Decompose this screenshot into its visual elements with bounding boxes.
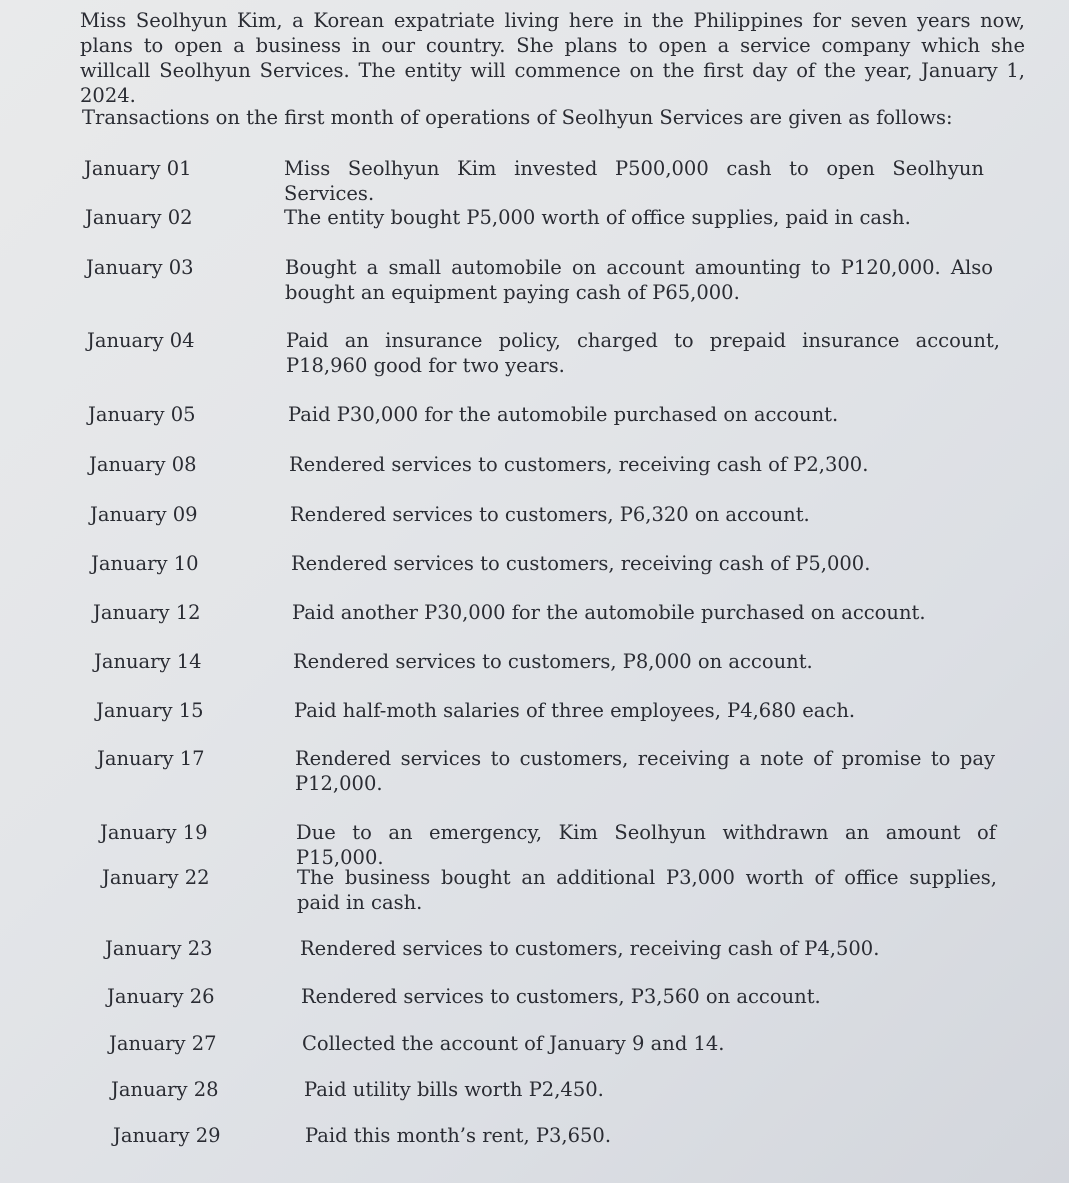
transaction-description: Bought a small automobile on account amounting to P120,000. Also bought an equipment paying cash of P65,000. <box>285 256 993 304</box>
transaction-description: Paid P30,000 for the automobile purchased on account. <box>288 403 839 426</box>
transaction-date: January 03 <box>86 256 194 279</box>
transaction-date: January 01 <box>84 157 192 180</box>
transaction-date: January 10 <box>91 552 199 575</box>
transaction-description: Rendered services to customers, P8,000 on account. <box>293 650 813 673</box>
transaction-description: Rendered services to customers, receiving cash of P4,500. <box>300 937 880 960</box>
transaction-description: Paid an insurance policy, charged to prepaid insurance account, P18,960 good for two years. <box>286 329 1000 377</box>
transaction-description: Due to an emergency, Kim Seolhyun withdrawn an amount of P15,000. <box>296 821 996 869</box>
transaction-date: January 09 <box>90 503 198 526</box>
transaction-description: Rendered services to customers, receiving cash of P2,300. <box>289 453 869 476</box>
intro-paragraph: Miss Seolhyun Kim, a Korean expatriate living here in the Philippines for seven years now, plans to open a business in our country. She plans to open a service company which she willcall Seolhyun Services. The entity will commence on the first day of the year, January 1, 2024. <box>80 9 1025 107</box>
transaction-date: January 22 <box>102 866 210 889</box>
transaction-description: Collected the account of January 9 and 14. <box>302 1032 725 1055</box>
transaction-date: January 15 <box>96 699 204 722</box>
transactions-lead: Transactions on the first month of operations of Seolhyun Services are given as follows: <box>82 106 953 129</box>
transaction-description: Rendered services to customers, P3,560 on account. <box>301 985 821 1008</box>
transaction-date: January 12 <box>93 601 201 624</box>
transaction-date: January 17 <box>97 747 205 770</box>
transaction-description: The entity bought P5,000 worth of office supplies, paid in cash. <box>284 206 911 229</box>
transaction-date: January 28 <box>111 1078 219 1101</box>
transaction-description: Paid another P30,000 for the automobile purchased on account. <box>292 601 926 624</box>
transaction-date: January 05 <box>88 403 196 426</box>
transaction-date: January 19 <box>100 821 208 844</box>
transaction-description: Rendered services to customers, P6,320 on account. <box>290 503 810 526</box>
transaction-description: Paid half-moth salaries of three employees, P4,680 each. <box>294 699 856 722</box>
transaction-date: January 27 <box>109 1032 217 1055</box>
transaction-description: Paid utility bills worth P2,450. <box>304 1078 604 1101</box>
transaction-description: Paid this month’s rent, P3,650. <box>305 1124 612 1147</box>
transaction-date: January 23 <box>105 937 213 960</box>
transaction-date: January 29 <box>113 1124 221 1147</box>
transaction-description: The business bought an additional P3,000 worth of office supplies, paid in cash. <box>297 866 997 914</box>
transaction-description: Miss Seolhyun Kim invested P500,000 cash to open Seolhyun Services. <box>284 157 984 205</box>
transaction-date: January 14 <box>94 650 202 673</box>
transaction-date: January 04 <box>87 329 195 352</box>
transaction-description: Rendered services to customers, receiving cash of P5,000. <box>291 552 871 575</box>
transaction-description: Rendered services to customers, receiving a note of promise to pay P12,000. <box>295 747 995 795</box>
transaction-date: January 08 <box>89 453 197 476</box>
transaction-date: January 26 <box>107 985 215 1008</box>
transaction-date: January 02 <box>85 206 193 229</box>
